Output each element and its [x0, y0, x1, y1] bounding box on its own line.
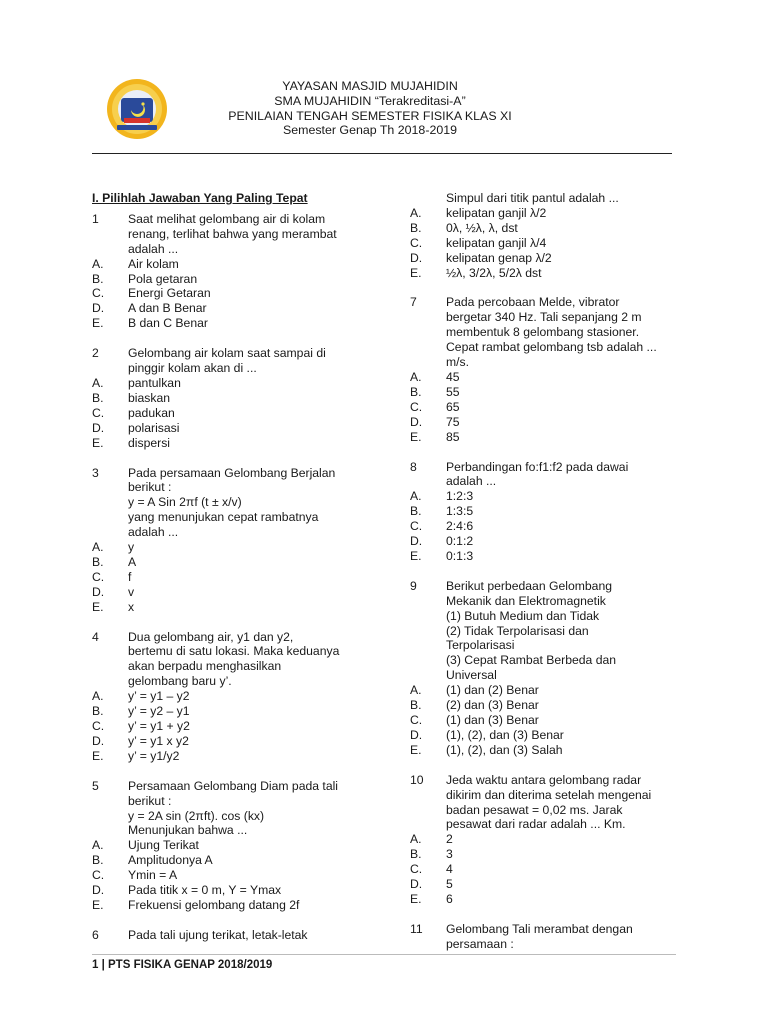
question-text-line: berikut :	[128, 480, 172, 495]
question-text-line: bergetar 340 Hz. Tali sepanjang 2 m	[446, 310, 642, 325]
question-text-line: pesawat dari radar adalah ... Km.	[446, 817, 626, 832]
option-text: 1:2:3	[446, 489, 474, 504]
question-text	[446, 773, 680, 833]
option-label: E.	[410, 742, 422, 757]
question-7-option-b	[410, 385, 680, 400]
question-4-option-d	[92, 734, 392, 749]
question-7-option-d	[410, 415, 680, 430]
question-6-continuation	[410, 191, 680, 280]
option-text: padukan	[128, 405, 175, 420]
question-text-line: membentuk 8 gelombang stasioner.	[446, 325, 640, 340]
option-text: 75	[446, 414, 460, 429]
question-4-stem	[92, 630, 392, 690]
question-1-option-a	[92, 257, 392, 272]
option-text: (1), (2), dan (3) Benar	[446, 727, 564, 742]
question-list-right	[410, 295, 680, 951]
question-text-line: (3) Cepat Rambat Berbeda dan	[446, 653, 617, 668]
option-label: E.	[410, 548, 422, 563]
left-column	[92, 191, 392, 958]
option-label: C.	[92, 405, 105, 420]
option-label: E.	[410, 265, 422, 280]
question-4-option-a	[92, 689, 392, 704]
question-7	[410, 295, 680, 444]
option-label: C.	[92, 719, 105, 733]
question-2	[92, 346, 392, 450]
question-10-option-e	[410, 892, 680, 907]
question-6-option-b	[410, 221, 680, 236]
question-2-option-e	[92, 436, 392, 451]
question-6-option-c	[410, 236, 680, 251]
question-10-option-a	[410, 832, 680, 847]
question-2-option-b	[92, 391, 392, 406]
option-text: 65	[446, 399, 460, 414]
question-3-option-b	[92, 555, 392, 570]
option-text: Air kolam	[128, 256, 179, 271]
section-title: I. Pilihlah Jawaban Yang Paling Tepat	[92, 191, 308, 205]
option-label: D.	[410, 534, 423, 549]
question-text-line: adalah ...	[128, 525, 179, 540]
question-6-option-d	[410, 251, 680, 266]
option-text: (2) dan (3) Benar	[446, 698, 539, 713]
option-label: D.	[92, 301, 105, 316]
question-number: 10	[410, 772, 424, 787]
question-text-line: bertemu di satu lokasi. Maka keduanya	[128, 644, 340, 659]
option-label: A.	[92, 540, 104, 555]
question-2-option-c	[92, 406, 392, 421]
question-text-line: Universal	[446, 668, 497, 683]
question-text	[128, 779, 392, 839]
question-text-line: akan berpadu menghasilkan	[128, 659, 282, 674]
question-7-option-a	[410, 370, 680, 385]
header-semester: Semester Genap Th 2018-2019	[282, 123, 458, 138]
option-label: C.	[92, 868, 105, 883]
question-number: 9	[410, 578, 417, 593]
question-9-stem	[410, 579, 680, 683]
question-8-option-b	[410, 504, 680, 519]
question-4-option-e	[92, 749, 392, 764]
question-1-option-b	[92, 272, 392, 287]
option-label: A.	[92, 256, 104, 271]
question-number: 8	[410, 459, 417, 474]
option-label: B.	[410, 698, 422, 713]
option-text: 0:1:2	[446, 534, 474, 549]
option-text: 5	[446, 877, 453, 892]
option-label: C.	[410, 235, 423, 250]
question-9-option-c	[410, 713, 680, 728]
option-label: B.	[410, 384, 422, 399]
option-label: E.	[410, 891, 422, 906]
question-text-line: Pada tali ujung terikat, letak-letak	[128, 927, 308, 942]
question-6-continued-stem	[410, 191, 680, 206]
option-label: D.	[410, 727, 423, 742]
option-text: kelipatan ganjil λ/4	[446, 235, 547, 250]
option-text: y’ = y2 – y1	[128, 704, 190, 719]
option-label: B.	[92, 271, 104, 286]
question-text-line: gelombang baru y’.	[128, 674, 232, 689]
option-text: A	[128, 554, 137, 569]
question-number: 2	[92, 346, 99, 361]
question-text	[446, 460, 680, 490]
option-text: y’ = y1 – y2	[128, 689, 190, 704]
question-10-stem	[410, 773, 680, 833]
option-label: B.	[92, 554, 104, 569]
question-4	[92, 630, 392, 764]
question-text	[128, 346, 392, 376]
option-text: 3	[446, 847, 453, 862]
option-text: 1:3:5	[446, 504, 474, 519]
question-text	[446, 295, 680, 370]
option-text: y	[128, 540, 135, 555]
question-3-stem	[92, 466, 392, 541]
question-number: 1	[92, 211, 99, 226]
question-10-option-d	[410, 877, 680, 892]
question-text-line: Menunjukan bahwa ...	[128, 823, 248, 838]
option-text: 55	[446, 384, 460, 399]
option-label: A.	[92, 375, 104, 390]
header-school: SMA MUJAHIDIN “Terakreditasi-A”	[274, 93, 466, 108]
question-6-option-a	[410, 206, 680, 221]
option-text: 0λ, ½λ, λ, dst	[446, 220, 518, 235]
question-10-option-c	[410, 862, 680, 877]
option-text: (1) dan (2) Benar	[446, 683, 539, 698]
option-label: B.	[92, 853, 104, 868]
question-4-option-c	[92, 719, 392, 734]
question-4-option-b	[92, 704, 392, 719]
option-text: y’ = y1/y2	[128, 748, 180, 763]
footer-divider	[92, 954, 676, 955]
option-label: E.	[92, 316, 104, 331]
option-label: D.	[92, 584, 105, 599]
question-text-line: pinggir kolam akan di ...	[128, 361, 257, 376]
option-label: C.	[92, 569, 105, 584]
option-label: E.	[92, 599, 104, 614]
question-9-option-a	[410, 683, 680, 698]
question-3	[92, 466, 392, 615]
option-text: kelipatan genap λ/2	[446, 250, 552, 265]
question-text-line: Gelombang air kolam saat sampai di	[128, 346, 326, 361]
question-text-line: y = 2A sin (2πft). cos (kx)	[128, 808, 265, 823]
page-footer: 1 | PTS FISIKA GENAP 2018/2019	[92, 959, 273, 971]
question-8	[410, 460, 680, 564]
question-5-option-e	[92, 898, 392, 913]
option-label: D.	[410, 250, 423, 265]
question-6-stem	[92, 928, 392, 943]
question-number: 11	[410, 921, 423, 936]
question-text	[128, 466, 392, 541]
question-11	[410, 922, 680, 952]
question-7-stem	[410, 295, 680, 370]
question-8-option-c	[410, 519, 680, 534]
question-text-line: m/s.	[446, 355, 470, 370]
question-2-option-a	[92, 376, 392, 391]
option-label: D.	[92, 733, 105, 748]
option-text: y’ = y1 + y2	[128, 719, 190, 733]
option-label: C.	[410, 399, 423, 414]
question-text-line: renang, terlihat bahwa yang merambat	[128, 226, 337, 241]
option-text: f	[128, 569, 132, 584]
option-label: A.	[410, 683, 422, 698]
option-text: Pada titik x = 0 m, Y = Ymax	[128, 883, 282, 898]
question-1	[92, 212, 392, 331]
option-text: 2:4:6	[446, 519, 474, 534]
question-5	[92, 779, 392, 913]
question-text	[128, 212, 392, 257]
question-9	[410, 579, 680, 758]
header-exam: PENILAIAN TENGAH SEMESTER FISIKA KLAS XI	[228, 108, 512, 123]
question-5-stem	[92, 779, 392, 839]
option-label: D.	[410, 877, 423, 892]
question-3-option-e	[92, 600, 392, 615]
question-6-stem-line: Simpul dari titik pantul adalah ...	[446, 191, 619, 205]
question-5-option-a	[92, 838, 392, 853]
question-3-option-a	[92, 540, 392, 555]
question-10-option-b	[410, 847, 680, 862]
question-text	[446, 922, 680, 952]
question-5-option-b	[92, 853, 392, 868]
option-text: dispersi	[128, 435, 170, 450]
question-text-line: adalah ...	[446, 474, 497, 489]
option-text: x	[128, 599, 135, 614]
question-1-option-e	[92, 316, 392, 331]
question-number: 6	[92, 927, 99, 942]
question-text-line: Berikut perbedaan Gelombang	[446, 578, 612, 593]
option-text: 6	[446, 891, 453, 906]
question-text-line: persamaan :	[446, 936, 514, 951]
option-text: ½λ, 3/2λ, 5/2λ dst	[446, 265, 542, 280]
option-label: D.	[92, 420, 105, 435]
question-9-option-b	[410, 698, 680, 713]
option-label: C.	[92, 286, 105, 301]
option-text: 85	[446, 429, 460, 444]
option-text: y’ = y1 x y2	[128, 733, 189, 748]
option-label: A.	[92, 838, 104, 853]
option-label: E.	[92, 897, 104, 912]
question-text-line: Jeda waktu antara gelombang radar	[446, 772, 642, 787]
question-text	[446, 579, 680, 683]
option-text: 45	[446, 369, 460, 384]
option-label: A.	[92, 689, 104, 704]
option-label: A.	[410, 832, 422, 847]
header-foundation: YAYASAN MASJID MUJAHIDIN	[282, 79, 458, 93]
question-2-option-d	[92, 421, 392, 436]
question-text-line: dikirim dan diterima setelah mengenai	[446, 787, 652, 802]
question-number: 7	[410, 295, 417, 310]
question-number: 3	[92, 465, 99, 480]
question-text-line: badan pesawat = 0,02 ms. Jarak	[446, 802, 623, 817]
option-label: B.	[410, 847, 422, 862]
document-header	[200, 79, 540, 138]
question-6-options	[410, 206, 680, 281]
option-text: (1), (2), dan (3) Salah	[446, 742, 563, 757]
option-text: Ujung Terikat	[128, 838, 199, 853]
question-3-option-c	[92, 570, 392, 585]
option-label: B.	[410, 504, 422, 519]
question-text-line: Cepat rambat gelombang tsb adalah ...	[446, 340, 657, 355]
question-8-option-d	[410, 534, 680, 549]
right-column	[410, 191, 680, 967]
question-list-left	[92, 212, 392, 943]
option-text: 2	[446, 832, 453, 847]
option-text: (1) dan (3) Benar	[446, 713, 539, 727]
question-text	[128, 928, 392, 943]
question-text-line: Persamaan Gelombang Diam pada tali	[128, 778, 339, 793]
question-text-line: Perbandingan fo:f1:f2 pada dawai	[446, 459, 629, 474]
question-text-line: Saat melihat gelombang air di kolam	[128, 211, 326, 226]
question-9-option-e	[410, 743, 680, 758]
option-label: D.	[92, 883, 105, 898]
question-11-stem	[410, 922, 680, 952]
option-text: Frekuensi gelombang datang 2f	[128, 897, 300, 912]
question-7-option-e	[410, 430, 680, 445]
option-text: 0:1:3	[446, 548, 474, 563]
question-text-line: (1) Butuh Medium dan Tidak	[446, 608, 600, 623]
option-text: 4	[446, 862, 453, 877]
question-2-stem	[92, 346, 392, 376]
option-label: E.	[92, 435, 104, 450]
question-text	[128, 630, 392, 690]
option-label: B.	[92, 390, 104, 405]
question-3-option-d	[92, 585, 392, 600]
option-text: A dan B Benar	[128, 301, 207, 316]
option-text: polarisasi	[128, 420, 180, 435]
question-text-line: berikut :	[128, 793, 172, 808]
option-text: Energi Getaran	[128, 286, 211, 301]
question-text-line: y = A Sin 2πf (t ± x/v)	[128, 495, 242, 510]
header-divider	[92, 153, 672, 154]
question-text-line: Mekanik dan Elektromagnetik	[446, 593, 606, 608]
question-5-option-c	[92, 868, 392, 883]
option-text: B dan C Benar	[128, 316, 208, 331]
option-label: D.	[410, 414, 423, 429]
question-8-option-a	[410, 489, 680, 504]
option-label: C.	[410, 862, 423, 877]
question-1-stem	[92, 212, 392, 257]
option-label: A.	[410, 205, 422, 220]
option-label: C.	[410, 519, 423, 534]
option-text: biaskan	[128, 390, 171, 405]
option-label: A.	[410, 489, 422, 504]
question-1-option-c	[92, 286, 392, 301]
question-5-option-d	[92, 883, 392, 898]
question-text-line: Terpolarisasi	[446, 638, 515, 653]
question-6	[92, 928, 392, 943]
option-text: Pola getaran	[128, 271, 198, 286]
question-number: 4	[92, 629, 99, 644]
question-8-option-e	[410, 549, 680, 564]
question-number: 5	[92, 778, 99, 793]
option-label: E.	[92, 748, 104, 763]
option-label: E.	[410, 429, 422, 444]
question-text-line: Pada persamaan Gelombang Berjalan	[128, 465, 336, 480]
school-emblem-icon	[98, 78, 176, 140]
option-label: B.	[410, 220, 422, 235]
option-label: A.	[410, 369, 422, 384]
option-label: B.	[92, 704, 104, 719]
question-6-option-e	[410, 266, 680, 281]
question-9-option-d	[410, 728, 680, 743]
question-8-stem	[410, 460, 680, 490]
question-7-option-c	[410, 400, 680, 415]
option-text: v	[128, 584, 135, 599]
question-text-line: Dua gelombang air, y1 dan y2,	[128, 629, 294, 644]
question-10	[410, 773, 680, 907]
question-text-line: yang menunjukan cepat rambatnya	[128, 510, 319, 525]
option-label: C.	[410, 713, 423, 727]
question-text-line: adalah ...	[128, 241, 179, 256]
option-text: Amplitudonya A	[128, 853, 213, 868]
question-text-line: Pada percobaan Melde, vibrator	[446, 295, 620, 310]
question-text-line: (2) Tidak Terpolarisasi dan	[446, 623, 589, 638]
option-text: kelipatan ganjil λ/2	[446, 205, 547, 220]
question-text-line: Gelombang Tali merambat dengan	[446, 921, 633, 936]
option-text: pantulkan	[128, 375, 181, 390]
option-text: Ymin = A	[128, 868, 178, 883]
question-1-option-d	[92, 301, 392, 316]
school-logo	[98, 78, 176, 140]
